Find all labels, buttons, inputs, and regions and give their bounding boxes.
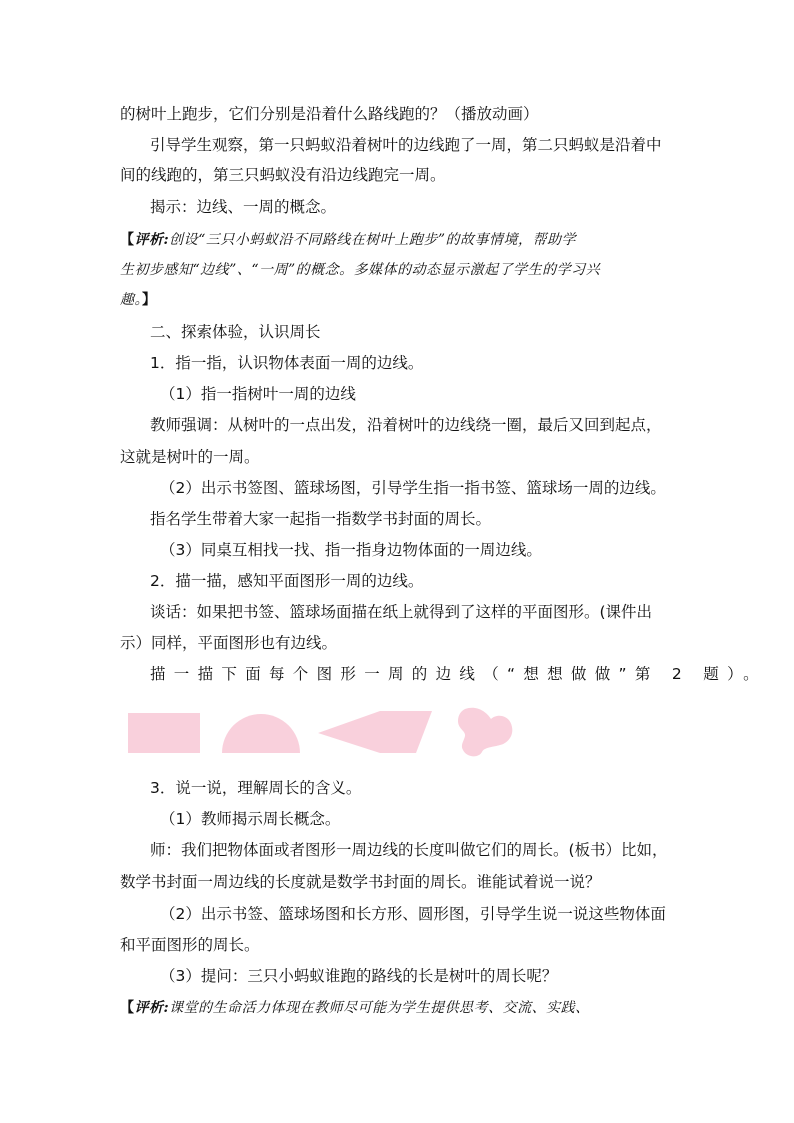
commentary-line: 生初步感知“边线”、“一周”的概念。多媒体的动态显示激起了学生的学习兴 [120, 262, 601, 278]
rectangle-shape [128, 713, 200, 753]
text-line: （1）教师揭示周长概念。 [160, 810, 341, 828]
comment-text: 课堂的生命活力体现在教师尽可能为学生提供思考、交流、实践、 [169, 1000, 590, 1016]
section-heading: 二、探索体验，认识周长 [150, 323, 321, 341]
comment-open-bracket: 【 [120, 1000, 135, 1016]
text-line: （3）同桌互相找一找、指一指身边物体面的一周边线。 [160, 541, 542, 559]
pentagon-arrow-shape [318, 711, 432, 753]
text-line: 揭示：边线、一周的概念。 [150, 198, 337, 216]
commentary-line [120, 998, 674, 1018]
text-line: （2）出示书签图、篮球场图，引导学生指一指书签、篮球场一周的边线。 [160, 479, 666, 497]
blob-shape [458, 708, 512, 757]
comment-label: 评析: [134, 1000, 170, 1016]
text-line: 引导学生观察，第一只蚂蚁沿着树叶的边线跑了一周，第二只蚂蚁是沿着中 [150, 136, 662, 154]
commentary-line [120, 230, 674, 250]
text-line: 指名学生带着大家一起指一指数学书封面的周长。 [150, 510, 492, 528]
text-line: 1．指一指，认识物体表面一周的边线。 [150, 354, 424, 372]
text-line: 数学书封面一周边线的长度就是数学书封面的周长。谁能试着说一说？ [120, 873, 601, 891]
comment-text: 趣。 [120, 292, 142, 308]
comment-text: 创设“三只小蚂蚁沿不同路线在树叶上跑步”的故事情境，帮助学 [169, 232, 576, 248]
text-line: 师：我们把物体面或者图形一周边线的长度叫做它们的周长。(板书）比如， [150, 841, 668, 859]
text-line: 教师强调：从树叶的一点出发，沿着树叶的边线绕一圈，最后又回到起点， [150, 416, 662, 434]
comment-label: 评析: [134, 232, 170, 248]
text-line: 描一描下面每个图形一周的边线（“想想做做”第 2 题）。 [150, 665, 767, 683]
text-line: 谈话：如果把书签、篮球场面描在纸上就得到了这样的平面图形。(课件出 [150, 603, 653, 621]
text-line: 3．说一说，理解周长的含义。 [150, 779, 362, 797]
commentary-line [120, 290, 674, 310]
text-line: （2）出示书签、篮球场图和长方形、圆形图，引导学生说一说这些物体面 [160, 905, 666, 923]
text-line: （3）提问：三只小蚂蚁谁跑的路线的长是树叶的周长呢？ [160, 967, 558, 985]
text-line: 2．描一描，感知平面图形一周的边线。 [150, 572, 424, 590]
shapes-figure [120, 705, 680, 763]
text-line: 这就是树叶的一周。 [120, 448, 260, 466]
text-line: （1）指一指树叶一周的边线 [160, 385, 356, 403]
text-line: 间的线跑的，第三只蚂蚁没有沿边线跑完一周。 [120, 166, 446, 184]
semicircle-shape [222, 714, 300, 753]
text-line: 的树叶上跑步，它们分别是沿着什么路线跑的？（播放动画） [120, 105, 539, 123]
text-line: 和平面图形的周长。 [120, 936, 260, 954]
text-line: 示）同样，平面图形也有边线。 [120, 634, 338, 652]
comment-open-bracket: 【 [120, 232, 135, 248]
comment-close-bracket: 】 [142, 292, 157, 308]
